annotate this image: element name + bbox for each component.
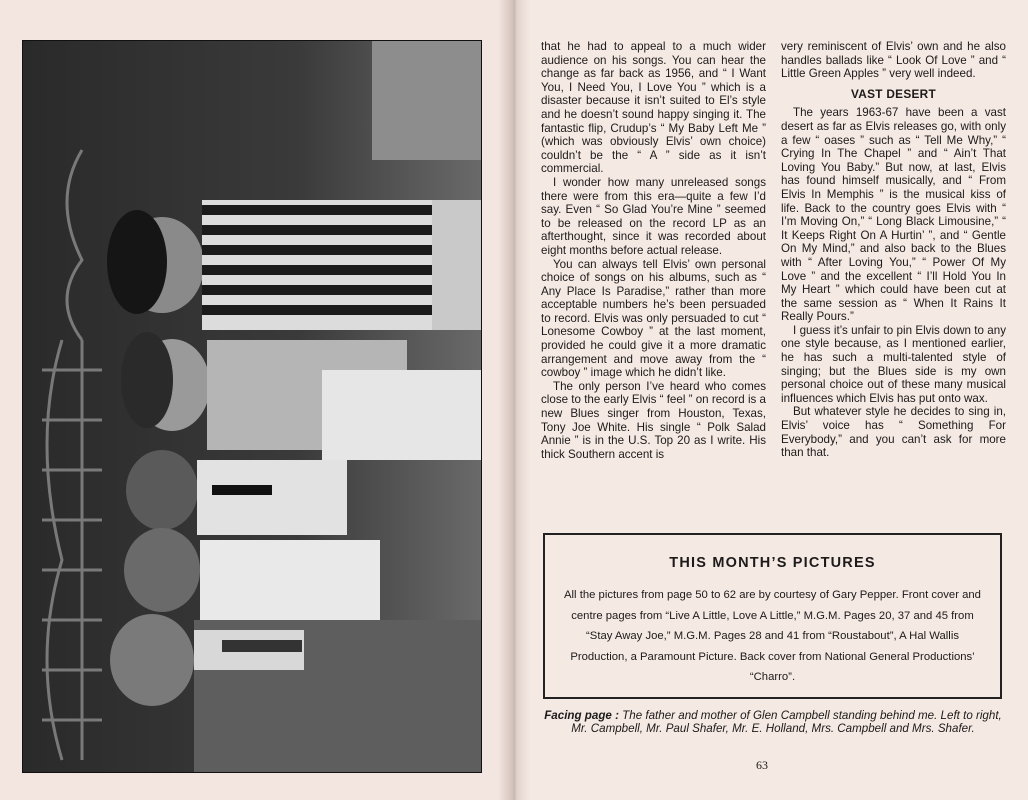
group-photo-illustration <box>22 40 482 773</box>
photo-caption <box>538 709 1008 736</box>
page-gutter <box>498 0 530 800</box>
caption-text: The father and mother of Glen Campbell standing behind me. Left to right, Mr. Campbell, Mr. Paul Shafer, Mr. E. Holland, Mrs. Campbell and Mrs. Shafer. <box>571 709 1002 736</box>
article-column-2 <box>781 40 1006 460</box>
col1-paragraph-4: The only person I’ve heard who comes close to the early Elvis “ feel ” on record is a new Blues singer from Houston, Texas, Tony Joe White. His single “ Polk Salad Annie ” is in the U.S. Top 20 as I write. His thick Southern accent is <box>541 379 766 461</box>
subheading: VAST DESERT <box>850 86 936 101</box>
col2-intro: very reminiscent of Elvis’ own and he also handles ballads like “ Look Of Love ” and “ Little Green Apples ” very well indeed. <box>781 40 1006 81</box>
pictures-credit-box <box>543 533 1002 699</box>
col2-paragraph-2: I guess it’s unfair to pin Elvis down to any one style because, as I mentioned earlier, he has such a multi-talented style of singing; but the Blues side is my own personal choice out of these many musical influences which Elvis has put onto wax. <box>781 323 1006 405</box>
box-text: All the pictures from page 50 to 62 are by courtesy of Gary Pepper. Front cover and centre pages from “Live A Little, Love A Little,” M.G.M. Pages 20, 37 and 45 from “Stay Away Joe,” M.G.M. Pages 28 and 41 from “Roustabout”, A Hal Wallis Production, a Paramount Picture. Back cover from National General Productions’ “Charro”. <box>564 589 981 683</box>
col2-paragraph-3: But whatever style he decides to sing in, Elvis’ voice has “ Something For Everybody,” and you can’t ask for more than that. <box>781 405 1006 460</box>
col1-paragraph-3: You can always tell Elvis’ own personal choice of songs on his albums, such as “ Any Place Is Paradise,” rather than more acceptable numbers he’s been persuaded to record. Elvis was only persuaded to cut “ Lonesome Cowboy ” at the last moment, provided he could give it a more dramatic arrangement and move away from the “ cowboy ” image which he didn’t like. <box>541 257 766 380</box>
col1-paragraph-1: that he had to appeal to a much wider audience on his songs. You can hear the change as far back as 1956, and “ I Want You, I Need You, I Love You ” which is a disaster because it isn’t suited to El’s style and he doesn’t sound happy singing it. The fantastic flip, Crudup’s “ My Baby Left Me ” (which was obviously Elvis’ own choice) couldn’t be the “ A ” side as it isn’t commercial. <box>541 40 766 176</box>
col1-paragraph-2: I wonder how many unreleased songs there were from this era—quite a few I’d say. Even “ So Glad You’re Mine ” seemed to be released on the record LP as an afterthought, since it was recorded about eight months before actual release. <box>541 175 766 257</box>
caption-lead: Facing page : <box>544 709 619 722</box>
col2-paragraph-1: The years 1963-67 have been a vast desert as far as Elvis releases go, with only a few “ oases ” such as “ Tell Me Why,” “ Crying In The Chapel ” and “ Ain’t That Loving You Baby.” But now, at last, Elvis has found himself musically, and “ From Elvis In Memphis ” is the musical kiss of life. Back to the country goes Elvis with “ I’m Moving On,” “ Long Black Limousine,” “ It Keeps Right On A Hurtin’ ”, and “ Gentle On My Mind,” and also back to the Blues with “ After Loving You,” “ Power Of My Love ” and the excellent “ I’ll Hold You In My Heart ” which could have been cut at the same session as “ When It Rains It Really Pours.” <box>781 106 1006 324</box>
page-number: 63 <box>756 758 768 772</box>
group-photo <box>22 40 482 773</box>
article-column-1 <box>541 40 766 461</box>
box-title: THIS MONTH’S PICTURES <box>669 555 876 571</box>
